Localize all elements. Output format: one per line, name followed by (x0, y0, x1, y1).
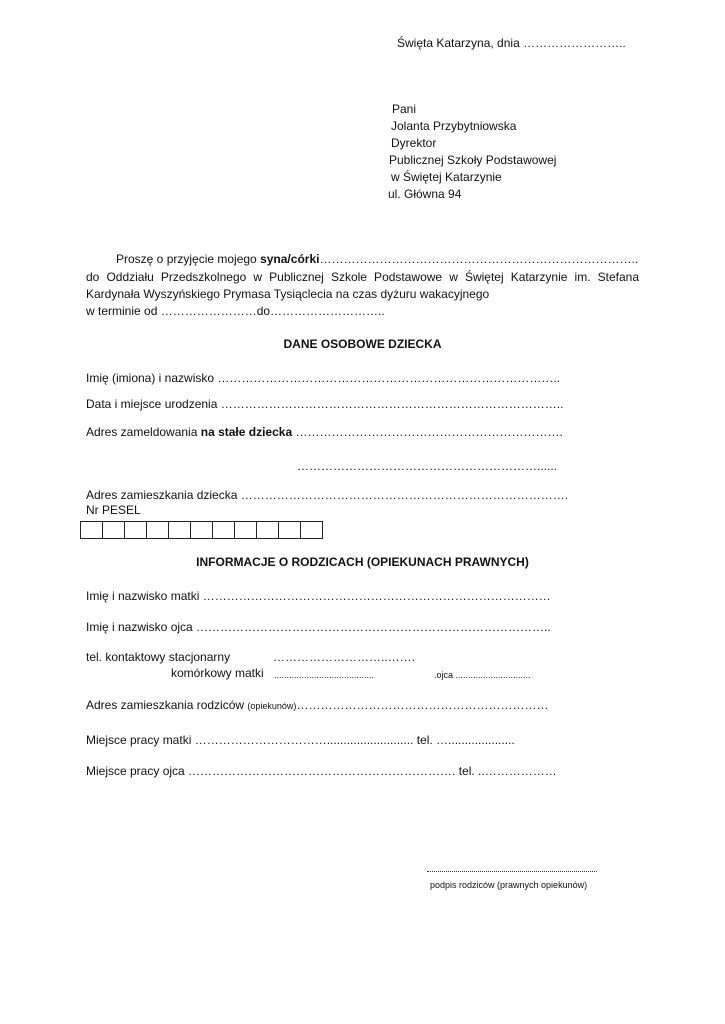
recipient-line: Pani (392, 102, 417, 116)
pesel-cell[interactable] (125, 521, 147, 539)
pesel-cell[interactable] (257, 521, 279, 539)
recipient-line: ul. Główna 94 (388, 187, 462, 201)
request-line-3: Kardynała Wyszyńskiego Prymasa Tysiąclecia na czas dyżuru wakacyjnego (86, 287, 490, 301)
request-line-4[interactable]: w terminie od ……………………do……………………….. (86, 304, 385, 318)
request-intro: Proszę o przyjęcie mojego (116, 252, 261, 266)
child-name-field[interactable]: Imię (imiona) i nazwisko ………………………………………………………………………….. (86, 371, 561, 385)
phone-landline-field[interactable]: ………………………..……. (273, 650, 416, 664)
pesel-cell[interactable] (147, 521, 169, 539)
parents-address-field[interactable] (86, 698, 548, 712)
recipient-line: Dyrektor (391, 136, 437, 150)
registered-dots: …………………………………………………………. (292, 425, 563, 439)
recipient-line: w Świętej Katarzynie (391, 170, 502, 184)
request-line-2: do Oddziału Przedszkolnego w Publicznej Szkole Podstawowe w Świętej Katarzynie im. Stefana (86, 270, 639, 284)
mobile-father-field[interactable]: .ojca .............................. (434, 670, 531, 680)
parents-section-heading: INFORMACJE O RODZICACH (OPIEKUNACH PRAWNYCH) (196, 555, 529, 569)
mobile-mother-field[interactable]: ........................................ (274, 670, 375, 680)
request-line-1 (116, 252, 638, 266)
pesel-cell[interactable] (191, 521, 213, 539)
pesel-cell[interactable] (213, 521, 235, 539)
pesel-cell[interactable] (103, 521, 125, 539)
mother-work-field[interactable]: Miejsce pracy matki …………………………….......................... tel. ….................... (86, 733, 515, 747)
child-residence-field[interactable]: Adres zamieszkania dziecka ………………………………………………………………………. (86, 488, 569, 502)
recipient-line: Publicznej Szkoły Podstawowej (389, 153, 557, 167)
parents-address-dots: ……………………………………………………… (296, 698, 549, 712)
child-birth-field[interactable]: Data i miejsce urodzenia ………………………………………………………………………….. (86, 397, 564, 411)
father-name-field[interactable]: Imię i nazwisko ojca …………………………………………………………………………….. (86, 620, 551, 634)
pesel-grid[interactable] (80, 521, 323, 539)
pesel-cell[interactable] (169, 521, 191, 539)
pesel-cell[interactable] (301, 521, 323, 539)
recipient-line: Jolanta Przybytniowska (391, 119, 517, 133)
signature-label: podpis rodziców (prawnych opiekunów) (430, 880, 588, 890)
child-word: syna/córki (260, 252, 320, 266)
parents-address-prefix: Adres zamieszkania rodziców (86, 698, 248, 712)
father-work-field[interactable]: Miejsce pracy ojca …………………………………………………………. tel. ..……………… (86, 764, 557, 778)
pesel-label: Nr PESEL (86, 503, 141, 517)
request-intro-dots[interactable]: …………………………………………………………………….. (319, 252, 639, 266)
registered-bold: na stałe dziecka (200, 425, 293, 439)
place-and-date: Święta Katarzyna, dnia …………………….. (397, 36, 626, 50)
child-section-heading: DANE OSOBOWE DZIECKA (283, 337, 442, 351)
pesel-cell[interactable] (235, 521, 257, 539)
parents-address-small: (opiekunów) (247, 701, 297, 711)
mother-name-field[interactable]: Imię i nazwisko matki …………………………………………………………………………… (86, 589, 551, 603)
child-registered-address-field[interactable] (86, 425, 563, 439)
registered-prefix: Adres zameldowania (86, 425, 201, 439)
mobile-label: komórkowy matki (171, 666, 264, 680)
pesel-cell[interactable] (81, 521, 103, 539)
child-registered-address-continuation[interactable]: ……………………………………………………...... (297, 459, 558, 473)
signature-line[interactable] (427, 871, 597, 872)
phone-landline-label: tel. kontaktowy stacjonarny (86, 650, 231, 664)
pesel-cell[interactable] (279, 521, 301, 539)
